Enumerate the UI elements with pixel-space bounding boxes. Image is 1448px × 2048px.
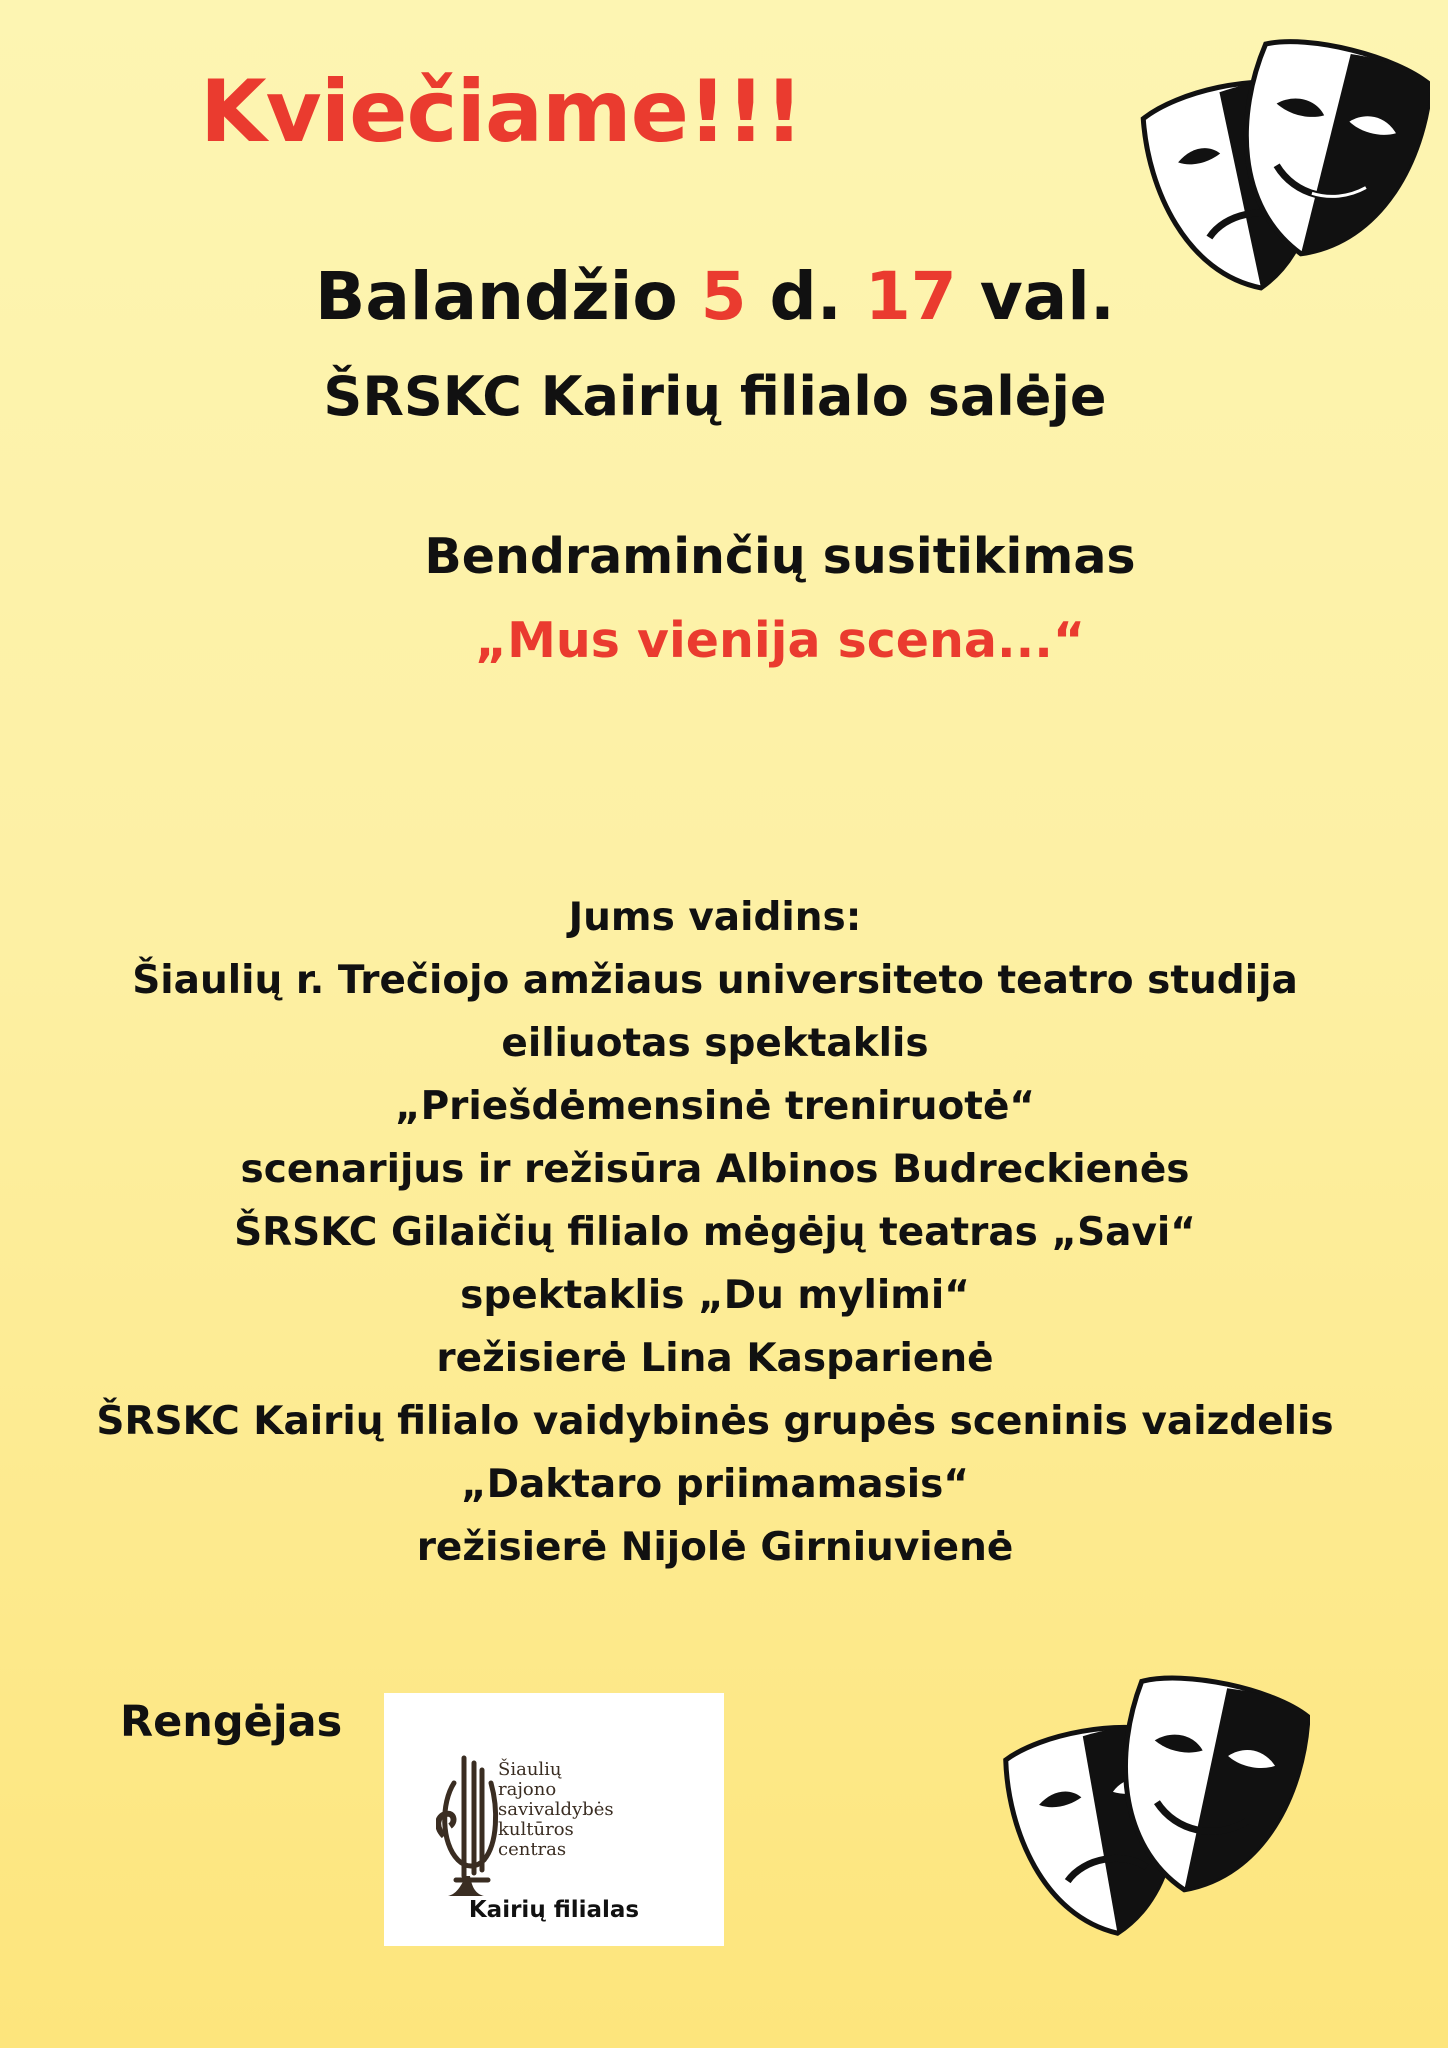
organizer-label: Rengėjas	[120, 1697, 343, 1747]
program-list	[40, 886, 1390, 1579]
program-line: Šiaulių r. Trečiojo amžiaus universiteto teatro studija	[132, 958, 1298, 1003]
logo-line: rajono	[498, 1779, 557, 1800]
logo-branch-name: Kairių filialas	[468, 1897, 640, 1923]
program-line: ŠRSKC Kairių filialo vaidybinės grupės sceninis vaizdelis	[96, 1399, 1334, 1444]
date-month: Balandžio	[315, 258, 701, 335]
program-heading: Jums vaidins:	[568, 895, 862, 940]
event-venue: ŠRSKC Kairių filialo salėje	[323, 365, 1107, 428]
logo-line: centras	[498, 1839, 567, 1860]
program-line: ŠRSKC Gilaičių filialo mėgėjų teatras „Savi“	[234, 1210, 1196, 1255]
logo-line: kultūros	[498, 1819, 574, 1840]
program-line: režisierė Lina Kasparienė	[436, 1336, 994, 1381]
date-day: 5	[700, 258, 747, 335]
logo-line: Šiaulių	[498, 1759, 562, 1780]
date-hour: 17	[864, 258, 957, 335]
date-day-suffix: d.	[746, 258, 865, 335]
event-date	[150, 258, 1280, 335]
program-line: „Priešdėmensinė treniruotė“	[394, 1084, 1036, 1129]
theater-masks-icon	[1130, 38, 1430, 310]
theater-masks-icon	[1000, 1673, 1310, 1948]
program-line: režisierė Nijolė Girniuvienė	[416, 1525, 1014, 1570]
program-line: eiliuotas spektaklis	[501, 1021, 929, 1066]
headline: Kviečiame!!!	[200, 62, 803, 162]
lyre-icon	[436, 1748, 506, 1898]
organizer-logo	[384, 1693, 724, 1946]
logo-text	[498, 1760, 718, 1860]
event-title: „Mus vienija scena...“	[474, 612, 1086, 669]
date-hour-suffix: val.	[956, 258, 1115, 335]
program-line: scenarijus ir režisūra Albinos Budreckienės	[240, 1147, 1190, 1192]
program-line: „Daktaro priimamasis“	[460, 1462, 970, 1507]
program-line: spektaklis „Du mylimi“	[460, 1273, 970, 1318]
event-type: Bendraminčių susitikimas	[424, 528, 1136, 585]
logo-line: savivaldybės	[498, 1799, 614, 1820]
